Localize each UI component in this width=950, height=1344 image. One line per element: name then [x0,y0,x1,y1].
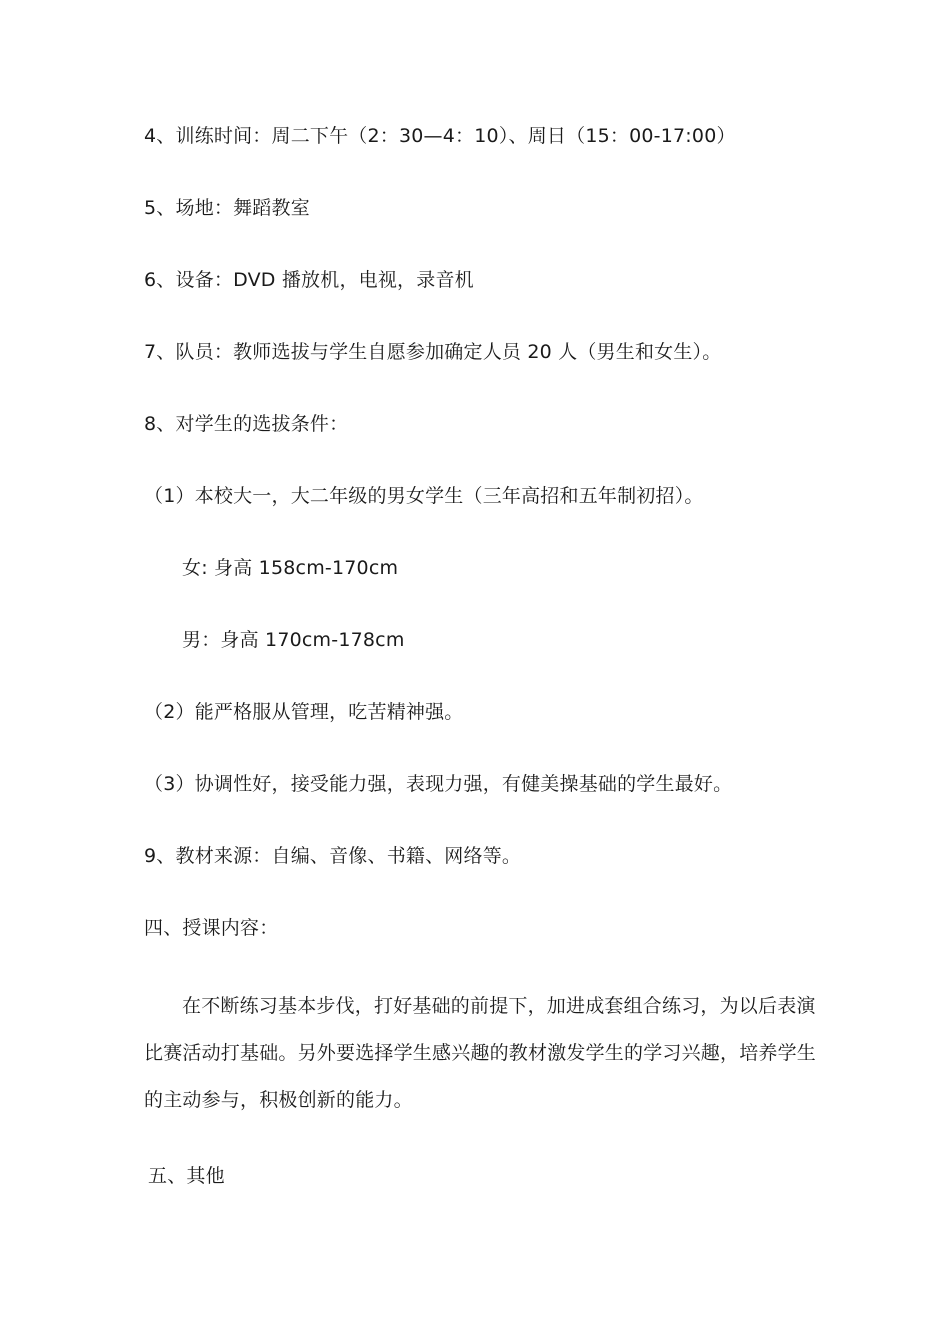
paragraph-line-2: 比赛活动打基础。另外要选择学生感兴趣的教材激发学生的学习兴趣，培养学生 [144,1042,817,1064]
training-time-line: 4、训练时间：周二下午（2：30—4：10）、周日（15：00-17:00） [144,125,736,147]
criteria-item-2: （2）能严格服从管理，吃苦精神强。 [144,701,464,723]
venue-line: 5、场地：舞蹈教室 [144,197,310,219]
equipment-line: 6、设备：DVD 播放机，电视，录音机 [144,269,474,291]
criteria-item-1: （1）本校大一，大二年级的男女学生（三年高招和五年制初招）。 [144,485,704,507]
material-source-line: 9、教材来源：自编、音像、书籍、网络等。 [144,845,522,867]
section-heading-5: 五、其他 [148,1165,225,1187]
members-line: 7、队员：教师选拔与学生自愿参加确定人员 20 人（男生和女生）。 [144,341,722,363]
male-height-line: 男：身高 170cm-178cm [182,629,405,651]
criteria-item-3: （3）协调性好，接受能力强，表现力强，有健美操基础的学生最好。 [144,773,733,795]
paragraph-line-3: 的主动参与，积极创新的能力。 [144,1089,413,1111]
paragraph-line-1: 在不断练习基本步伐，打好基础的前提下，加进成套组合练习，为以后表演 [182,995,816,1017]
section-heading-4: 四、授课内容： [144,917,279,939]
female-height-line: 女: 身高 158cm-170cm [182,557,399,579]
selection-criteria-heading: 8、对学生的选拔条件： [144,413,349,435]
